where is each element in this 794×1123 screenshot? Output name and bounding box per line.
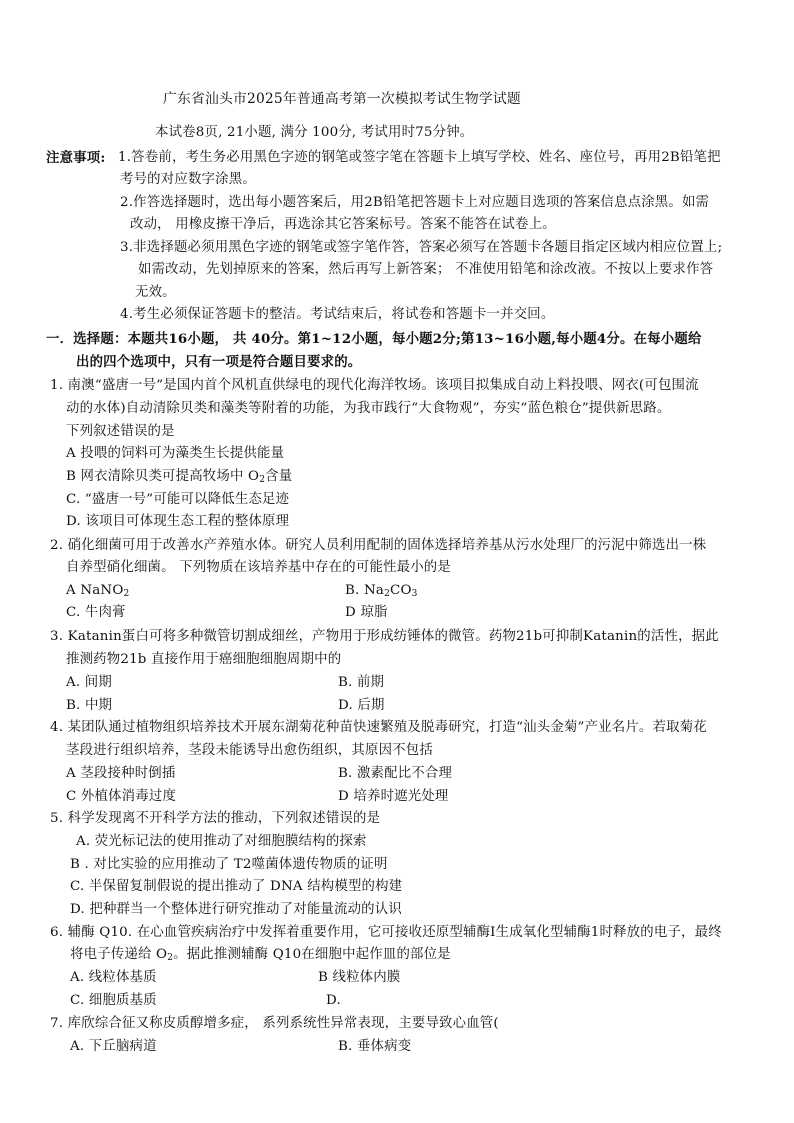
exam-title: 广东省汕头市2025年普通高考第一次模拟考试生物学试题	[163, 91, 521, 107]
q2-option-a: A NaNO$_2$	[66, 583, 130, 599]
q5-option-c: C. 半保留复制假说的提出推动了 DNA 结构模型的构建	[70, 879, 403, 894]
notice-label: 注意事项:	[46, 150, 106, 166]
q6-stem-line-2: 将电子传递给 $O_2$。据此推测辅酶 Q10在细胞中起作皿的部位是	[70, 947, 451, 963]
section-heading-line-2: 出的四个选项中，只有一项是符合题目要求的。	[76, 354, 362, 370]
q2-stem-line-2: 自养型硝化细菌。 下列物质在该培养基中存在的可能性最小的是	[66, 560, 451, 575]
q1-stem-line-3: 下列叙述错误的是	[66, 424, 175, 439]
q6-option-d: D.	[326, 993, 341, 1008]
q2-option-b: B. $Na_2CO_3$	[345, 583, 418, 599]
q3-stem-line-2: 推测药物21b 直接作用于癌细胞细胞周期中的	[66, 652, 342, 667]
q5-option-b: B . 对比实验的应用推动了 T2噬菌体遗传物质的证明	[70, 857, 388, 872]
notice-item-3-line-1: 3.非选择题必须用黑色字迹的钢笔或签字笔作答，答案必须写在答题卡各题目指定区域内相应位置上;	[120, 240, 723, 255]
q2-option-c: C. 牛肉膏	[66, 605, 126, 620]
q5-option-a: A. 荧光标记法的使用推动了对细胞膜结构的探索	[76, 834, 367, 849]
notice-item-2-line-2: 改动， 用橡皮擦干净后，再选涂其它答案标号。答案不能答在试卷上。	[130, 217, 556, 232]
section-heading-line-1: 一．选择题：本题共16小题， 共 40分。第1~12小题，每小题2分;第13~16小题,每小题4分。在每小题给	[46, 331, 702, 347]
q4-stem-line-2: 茎段进行组织培养，茎段未能诱导出愈伤组织，其原因不包括	[66, 743, 433, 758]
q4-stem-line-1: 4. 某团队通过植物组织培养技术开展东湖菊花种苗快速繁殖及脱毒研究，打造“汕头金菊”产业名片。若取菊花	[50, 720, 707, 735]
q2-stem-line-1: 2. 硝化细菌可用于改善水产养殖水体。研究人员利用配制的固体选择培养基从污水处理厂的污泥中筛选出一株	[50, 538, 707, 553]
notice-item-3-line-2: 如需改动，先划掉原来的答案，然后再写上新答案； 不准使用铅笔和涂改液。不按以上要求作答	[138, 262, 714, 277]
notice-item-3-line-3: 无效。	[135, 285, 176, 300]
notice-item-4-line-1: 4.考生必须保证答题卡的整洁。考试结束后，将试卷和答题卡一并交回。	[120, 307, 555, 322]
q3-option-c: B. 中期	[66, 698, 113, 713]
q1-option-b: B 网衣清除贝类可提高牧场中 $O_2$含量	[66, 469, 293, 485]
q2-option-d: D 琼脂	[345, 605, 388, 620]
q3-option-d: D. 后期	[338, 698, 385, 713]
notice-item-1-line-1: 1.答卷前，考生务必用黑色字迹的钢笔或签字笔在答题卡上填写学校、姓名、座位号，再用2B铅笔把	[118, 150, 721, 165]
q5-stem: 5. 科学发现离不开科学方法的推动，下列叙述错误的是	[50, 811, 381, 826]
q1-stem-line-2: 动的水体)自动清除贝类和藻类等附着的功能，为我市践行“大食物观”，夯实“蓝色粮仓”提供新思路。	[66, 401, 671, 416]
exam-intro: 本试卷8页, 21小题, 满分 100分, 考试用时75分钟。	[155, 125, 474, 140]
q1-option-a: A 投喂的饲料可为藻类生长提供能量	[66, 446, 285, 461]
q3-stem-line-1: 3. Katanin蛋白可将多种微管切割成细丝，产物用于形成纺锤体的微管。药物21b可抑制Katanin的活性，据此	[50, 629, 719, 644]
q4-option-b: B. 激素配比不合理	[338, 766, 453, 781]
q6-option-c: C. 细胞质基质	[70, 993, 157, 1008]
q1-stem-line-1: 1. 南澳“盛唐一号”是国内首个风机直供绿电的现代化海洋牧场。该项目拟集成自动上料投喂、网衣(可包围流	[50, 378, 699, 393]
q1-option-d: D. 该项目可体现生态工程的整体原理	[66, 514, 290, 529]
q6-option-a: A. 线粒体基质	[70, 970, 157, 985]
q4-option-d: D 培养时遮光处理	[338, 789, 449, 804]
q5-option-d: D. 把种群当一个整体进行研究推动了对能量流动的认识	[70, 902, 402, 917]
q6-option-b: B 线粒体内膜	[318, 970, 401, 985]
q4-option-a: A 茎段接种时倒插	[66, 766, 176, 781]
notice-item-2-line-1: 2.作答选择题时，选出每小题答案后，用2B铅笔把答题卡上对应题目选项的答案信息点涂黑。如需	[120, 195, 710, 210]
q3-option-b: B. 前期	[338, 675, 385, 690]
q7-option-b: B. 垂体病变	[338, 1039, 412, 1054]
q1-option-c: C. “盛唐一号”可能可以降低生态足迹	[66, 492, 290, 507]
q6-stem-line-1: 6. 辅酶 Q10. 在心血管疾病治疗中发挥着重要作用，它可接收还原型辅酶Ⅰ生成氧化型辅酶1时释放的电子，最终	[50, 925, 722, 940]
notice-item-1-line-2: 考号的对应数字涂黑。	[120, 172, 256, 187]
q7-stem: 7. 库欣综合征又称皮质醇增多症， 系列系统性异常表现，主要导致心血管(	[50, 1016, 499, 1031]
q4-option-c: C 外植体消毒过度	[66, 789, 177, 804]
q3-option-a: A. 间期	[66, 675, 112, 690]
q7-option-a: A. 下丘脑病道	[70, 1039, 157, 1054]
